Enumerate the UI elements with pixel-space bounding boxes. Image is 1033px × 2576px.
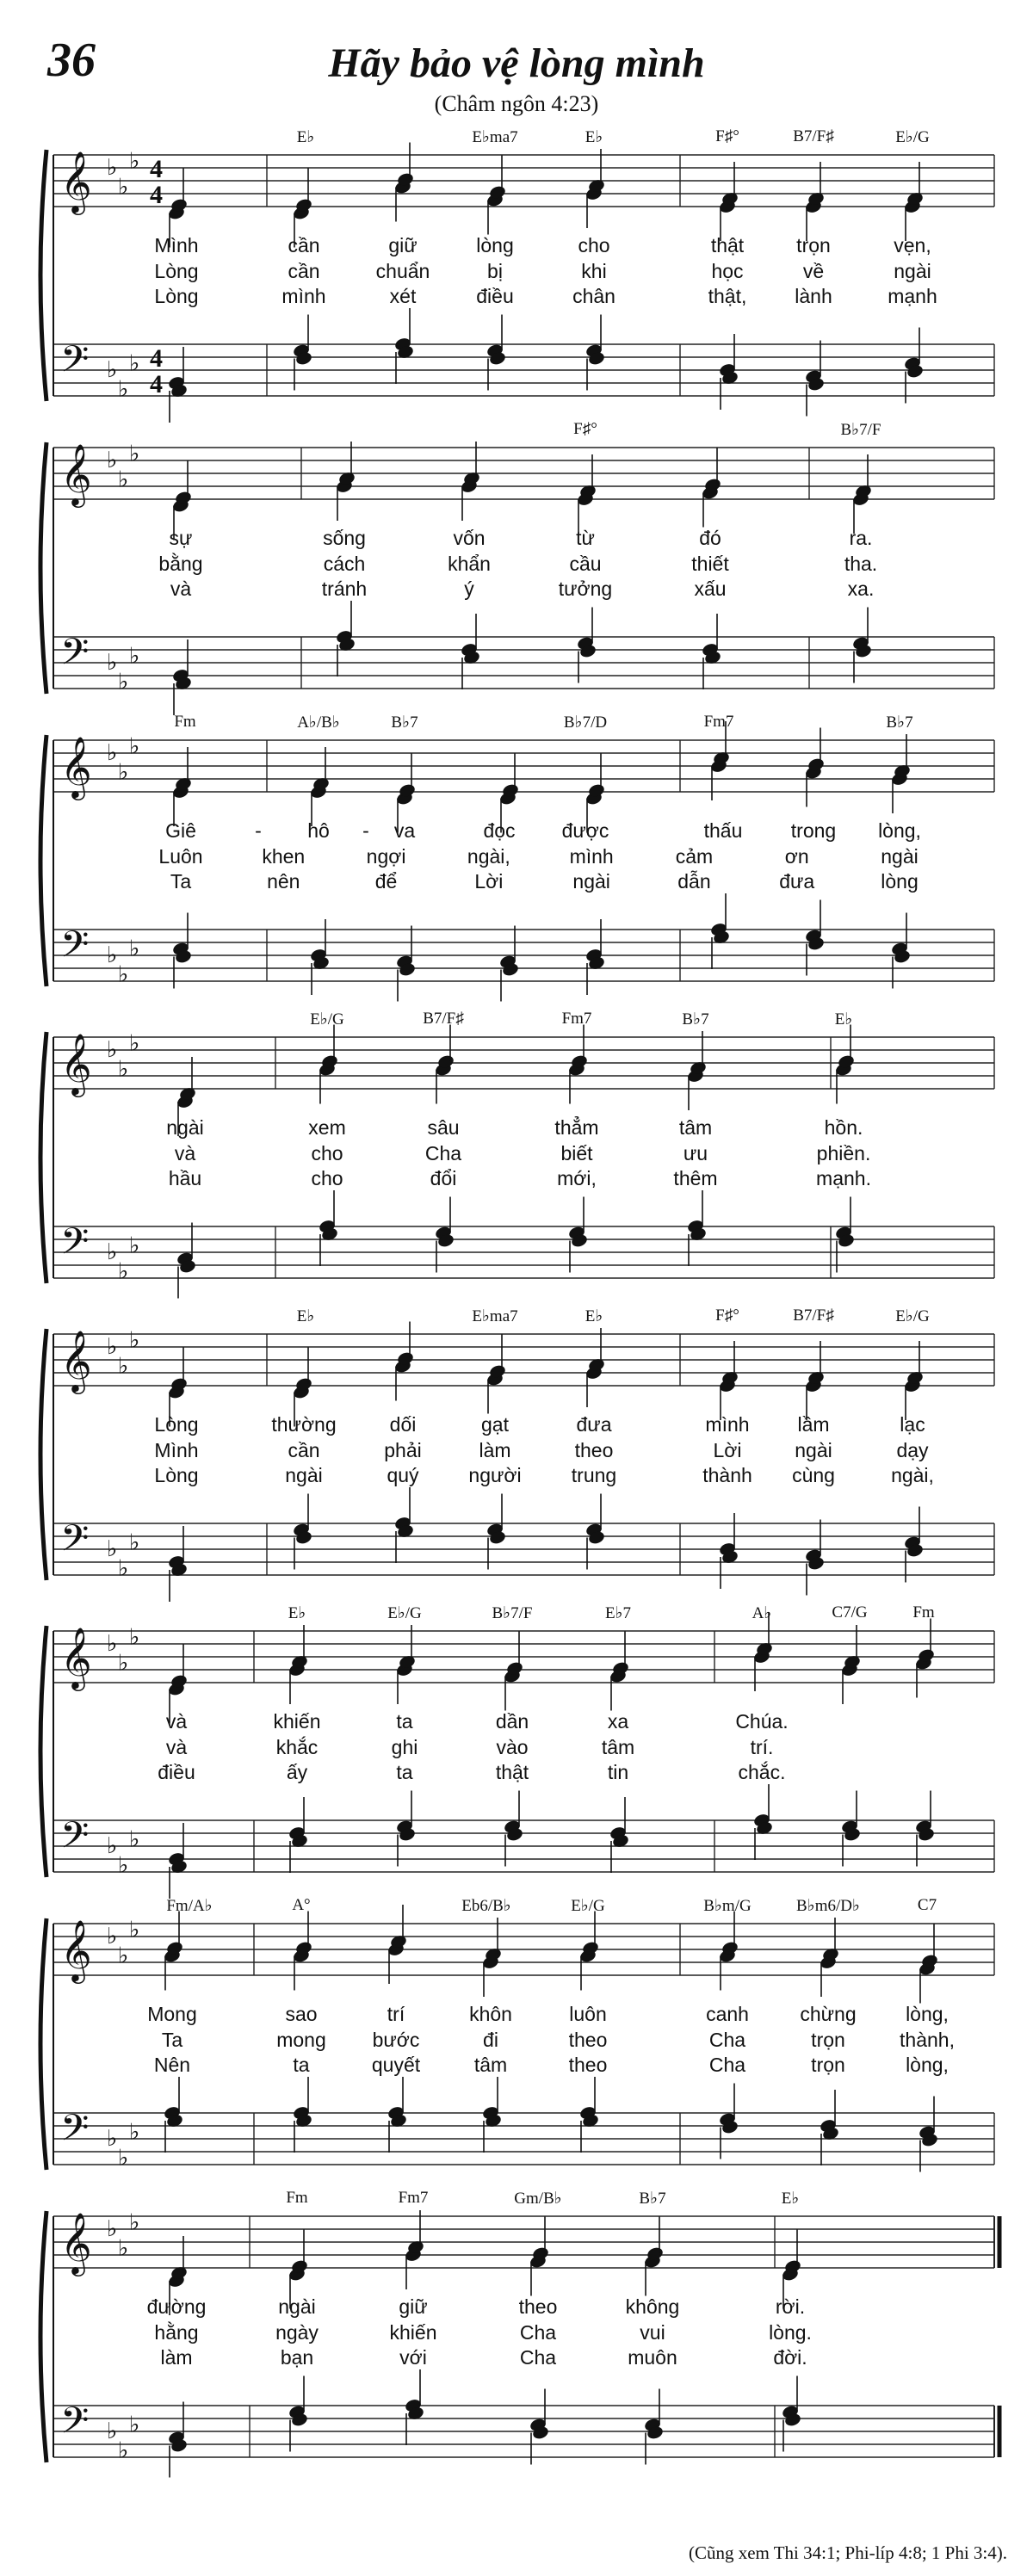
svg-text:♭: ♭ [118, 1555, 129, 1581]
chord-symbol: E♭ [781, 2190, 800, 2208]
svg-text:♭: ♭ [118, 1943, 129, 1968]
svg-text:𝄢: 𝄢 [60, 1814, 90, 1866]
lyric-syllable: xét [389, 285, 417, 307]
lyric-syllable: về [802, 260, 825, 282]
lyric-syllable: bị [487, 260, 503, 282]
lyric-syllable: theo [568, 2054, 608, 2076]
chord-symbol: E♭ [296, 1307, 315, 1325]
chord-symbol: Fm7 [398, 2189, 429, 2207]
lyric-syllable: đưa [576, 1413, 612, 1436]
lyric-syllable: ta [293, 2054, 310, 2076]
chord-symbol: B♭7/D [563, 713, 608, 732]
lyric-syllable: khen [262, 845, 306, 868]
chord-symbol: E♭ma7 [472, 1307, 518, 1325]
lyric-syllable: mạnh [888, 285, 937, 307]
lyric-syllable: Nên [153, 2054, 191, 2076]
lyric-syllable: lòng, [906, 2003, 949, 2025]
lyric-syllable: điều [476, 285, 514, 307]
svg-text:𝄞: 𝄞 [60, 1626, 92, 1689]
lyric-syllable: thành, [900, 2029, 955, 2051]
lyric-syllable: dần [495, 1710, 529, 1733]
svg-text:♭: ♭ [129, 1529, 140, 1555]
svg-text:♭: ♭ [129, 1232, 140, 1258]
lyric-syllable: cho [578, 234, 610, 256]
lyric-syllable: cho [311, 1142, 343, 1164]
chord-symbol: A♭ [752, 1604, 772, 1622]
svg-text:♭: ♭ [107, 448, 118, 473]
lyric-syllable: khôn [469, 2003, 512, 2025]
lyric-syllable: theo [518, 2295, 558, 2318]
hymn-title: Hãy bảo vệ lòng mình [328, 40, 705, 86]
chord-symbol: B7/F♯ [423, 1010, 464, 1028]
chord-symbol: E♭ma7 [472, 128, 518, 146]
svg-text:♭: ♭ [129, 441, 140, 466]
chord-symbol: F♯° [715, 127, 739, 145]
lyric-syllable: ngài [166, 1116, 204, 1139]
chord-symbol: B♭7/F [840, 421, 881, 439]
svg-text:♭: ♭ [129, 2119, 140, 2145]
staff-lines [0, 1898, 1033, 2199]
lyric-syllable: ngài [278, 2295, 316, 2318]
lyric-syllable: được [561, 819, 609, 842]
lyric-syllable: tâm [601, 1736, 635, 1758]
lyric-syllable: từ [576, 527, 595, 549]
svg-text:𝄞: 𝄞 [60, 2211, 92, 2274]
lyric-syllable: trọn [811, 2029, 845, 2051]
lyric-syllable: Giê [165, 819, 196, 842]
svg-text:♭: ♭ [118, 376, 129, 402]
chord-symbol: B♭7 [391, 713, 418, 732]
lyric-syllable: khiến [389, 2321, 437, 2344]
lyric-syllable: giữ [388, 234, 418, 256]
lyric-syllable: mạnh. [816, 1167, 871, 1189]
chord-symbol: Gm/B♭ [514, 2190, 562, 2208]
lyric-syllable: chuẩn [375, 260, 430, 282]
lyric-syllable: ưu [683, 1142, 708, 1164]
lyric-syllable: mình [569, 845, 614, 868]
lyric-syllable: ý [464, 578, 474, 600]
svg-text:♭: ♭ [107, 1037, 118, 1062]
lyric-syllable: sao [285, 2003, 318, 2025]
lyric-syllable: ghi [391, 1736, 418, 1758]
svg-text:♭: ♭ [129, 2412, 140, 2437]
svg-text:♭: ♭ [118, 2145, 129, 2171]
lyric-syllable: dối [389, 1413, 417, 1436]
lyric-syllable: trí. [750, 1736, 774, 1758]
lyric-syllable: nên [267, 870, 300, 893]
lyric-syllable: quyết [371, 2054, 421, 2076]
svg-text:♭: ♭ [118, 1650, 129, 1676]
svg-text:♭: ♭ [107, 740, 118, 765]
svg-text:𝄢: 𝄢 [60, 631, 90, 683]
lyric-syllable: cảm [675, 845, 714, 868]
svg-text:𝄢: 𝄢 [60, 2107, 90, 2159]
chord-symbol: B♭7/F [492, 1604, 533, 1622]
lyric-syllable: Lời [474, 870, 504, 893]
chord-symbol: Eb6/B♭ [461, 1897, 511, 1915]
chord-symbol: E♭ [288, 1604, 306, 1622]
lyric-syllable: khi [581, 260, 607, 282]
lyric-syllable: ngợi [366, 845, 406, 868]
lyric-syllable: sâu [427, 1116, 460, 1139]
lyric-syllable: lành [795, 285, 832, 307]
svg-text:♭: ♭ [118, 1258, 129, 1284]
chord-symbol: E♭/G [895, 128, 930, 146]
svg-text:𝄢: 𝄢 [60, 2400, 90, 2451]
lyric-syllable: ngài, [467, 845, 510, 868]
svg-text:♭: ♭ [107, 1833, 118, 1858]
lyric-syllable: theo [574, 1439, 614, 1461]
svg-text:𝄞: 𝄞 [60, 735, 92, 798]
lyric-syllable: thật, [708, 285, 747, 307]
svg-text:♭: ♭ [129, 2209, 140, 2235]
lyric-syllable: thêm [673, 1167, 718, 1189]
lyric-syllable: ngài [795, 1439, 832, 1461]
lyric-syllable: xa. [847, 578, 875, 600]
lyric-syllable: trọn [811, 2054, 845, 2076]
svg-text:𝄞: 𝄞 [60, 442, 92, 505]
lyric-syllable: phải [384, 1439, 422, 1461]
svg-text:♭: ♭ [107, 1239, 118, 1264]
lyric-syllable: sự [169, 527, 193, 549]
lyric-syllable: trung [571, 1464, 617, 1486]
music-system [0, 1308, 1033, 1609]
lyric-syllable: xem [308, 1116, 346, 1139]
lyric-syllable: mới, [557, 1167, 597, 1189]
lyric-syllable: giữ [399, 2295, 428, 2318]
lyric-syllable: Lòng [154, 260, 199, 282]
lyric-syllable: xấu [694, 578, 727, 600]
lyric-syllable: Ta [170, 870, 192, 893]
chord-symbol: A♭/B♭ [297, 713, 340, 732]
lyric-syllable: bạn [280, 2346, 314, 2369]
lyric-syllable: và [174, 1142, 196, 1164]
lyric-syllable: bằng [158, 553, 203, 575]
svg-text:♭: ♭ [129, 1327, 140, 1353]
chord-symbol: E♭ [834, 1010, 853, 1029]
lyric-syllable: trong [790, 819, 837, 842]
lyric-syllable: ngài [881, 845, 919, 868]
lyric-syllable: Ta [161, 2029, 183, 2051]
svg-text:♭: ♭ [129, 1030, 140, 1056]
lyric-syllable: Mình [154, 1439, 199, 1461]
lyric-syllable: đọc [483, 819, 516, 842]
lyric-syllable: vui [640, 2321, 665, 2344]
lyric-syllable: không [625, 2295, 680, 2318]
chord-symbol: B♭7 [682, 1010, 709, 1029]
lyric-syllable: vốn [453, 527, 486, 549]
svg-text:♭: ♭ [107, 1334, 118, 1359]
lyric-syllable: cần [288, 234, 320, 256]
chord-symbol: B7/F♯ [793, 127, 834, 145]
lyric-syllable: - [362, 819, 369, 842]
lyric-syllable: cần [288, 260, 320, 282]
chord-symbol: C7/G [832, 1603, 868, 1622]
lyric-syllable: làm [479, 1439, 511, 1461]
lyric-syllable: phiền. [816, 1142, 871, 1164]
staff-lines [0, 1011, 1033, 1313]
chord-symbol: E♭/G [310, 1010, 344, 1029]
lyric-syllable: Cha [424, 1142, 462, 1164]
svg-text:4: 4 [150, 181, 163, 209]
svg-text:♭: ♭ [107, 1536, 118, 1561]
svg-text:♭: ♭ [107, 2418, 118, 2443]
lyric-syllable: luôn [569, 2003, 607, 2025]
svg-text:♭: ♭ [107, 650, 118, 675]
lyric-syllable: tha. [844, 553, 878, 575]
lyric-syllable: ra. [849, 527, 873, 549]
svg-text:𝄞: 𝄞 [60, 1329, 92, 1392]
svg-text:♭: ♭ [107, 2126, 118, 2151]
lyric-syllable: thẳm [554, 1116, 599, 1139]
chord-symbol: E♭/G [387, 1604, 422, 1622]
svg-text:♭: ♭ [129, 350, 140, 376]
lyric-syllable: thật [710, 234, 745, 256]
lyric-syllable: Lời [713, 1439, 742, 1461]
chord-symbol: E♭/G [895, 1307, 930, 1325]
svg-text:♭: ♭ [129, 936, 140, 961]
lyric-syllable: vẹn, [894, 234, 931, 256]
music-system [0, 1011, 1033, 1313]
lyric-syllable: tưởng [558, 578, 613, 600]
lyric-syllable: lòng [476, 234, 514, 256]
hymn-number: 36 [47, 34, 96, 87]
chord-symbol: C7 [917, 1896, 937, 1914]
svg-text:𝄞: 𝄞 [60, 1032, 92, 1095]
lyric-syllable: cùng [792, 1464, 835, 1486]
lyric-syllable: cho [311, 1167, 343, 1189]
lyric-syllable: ngày [275, 2321, 319, 2344]
chord-symbol: Fm7 [561, 1010, 592, 1028]
chord-symbol: E♭7 [604, 1604, 632, 1622]
lyric-syllable: Cha [708, 2029, 746, 2051]
lyric-syllable: sống [323, 527, 366, 549]
lyric-syllable: Mong [147, 2003, 197, 2025]
lyric-syllable: trí [387, 2003, 405, 2025]
svg-text:♭: ♭ [118, 466, 129, 492]
lyric-syllable: cần [288, 1439, 320, 1461]
svg-text:♭: ♭ [118, 961, 129, 987]
lyric-syllable: mong [276, 2029, 326, 2051]
lyric-syllable: Mình [154, 234, 199, 256]
lyric-syllable: Chúa. [735, 1710, 789, 1733]
lyric-syllable: vào [496, 1736, 529, 1758]
lyric-syllable: muôn [628, 2346, 677, 2369]
lyric-syllable: gạt [481, 1413, 509, 1436]
lyric-syllable: rời. [775, 2295, 806, 2318]
svg-text:♭: ♭ [118, 759, 129, 785]
svg-text:𝄢: 𝄢 [60, 924, 90, 975]
lyric-syllable: lòng, [878, 819, 921, 842]
lyric-syllable: tâm [473, 2054, 508, 2076]
lyric-syllable: thấu [703, 819, 743, 842]
lyric-syllable: hầu [168, 1167, 202, 1189]
chord-symbol: Fm [174, 713, 196, 731]
chord-symbol: E♭ [585, 128, 603, 146]
svg-text:♭: ♭ [118, 1852, 129, 1878]
lyric-syllable: người [468, 1464, 522, 1486]
lyric-syllable: Cha [519, 2346, 557, 2369]
svg-text:𝄢: 𝄢 [60, 1220, 90, 1272]
lyric-syllable: khẩn [448, 553, 491, 575]
lyric-syllable: Lòng [154, 1464, 199, 1486]
lyric-syllable: dạy [896, 1439, 929, 1461]
svg-text:𝄢: 𝄢 [60, 1517, 90, 1569]
chord-symbol: B7/F♯ [793, 1307, 834, 1325]
lyric-syllable: chân [572, 285, 615, 307]
svg-text:♭: ♭ [118, 669, 129, 695]
lyric-syllable: đời. [773, 2346, 807, 2369]
lyric-syllable: lòng, [906, 2054, 949, 2076]
svg-text:♭: ♭ [107, 155, 118, 180]
music-system [0, 1898, 1033, 2199]
lyric-syllable: đổi [430, 1167, 457, 1189]
lyric-syllable: đi [483, 2029, 498, 2051]
svg-text:♭: ♭ [129, 733, 140, 759]
lyric-syllable: tránh [321, 578, 368, 600]
lyric-syllable: lòng. [769, 2321, 812, 2344]
svg-text:𝄞: 𝄞 [60, 1918, 92, 1981]
svg-text:𝄞: 𝄞 [60, 150, 92, 213]
chord-symbol: Fm [912, 1603, 935, 1622]
chord-symbol: E♭/G [571, 1897, 605, 1915]
lyric-syllable: Cha [708, 2054, 746, 2076]
lyric-syllable: học [711, 260, 744, 282]
lyric-syllable: thành [702, 1464, 752, 1486]
lyric-syllable: để [374, 870, 398, 893]
lyric-syllable: theo [568, 2029, 608, 2051]
chord-symbol: B♭7 [639, 2190, 666, 2208]
lyric-syllable: Cha [519, 2321, 557, 2344]
chord-symbol: E♭ [296, 128, 315, 146]
chord-symbol: F♯° [715, 1307, 739, 1325]
lyric-syllable: điều [158, 1761, 195, 1783]
chord-symbol: E♭ [585, 1307, 603, 1325]
lyric-syllable: đường [146, 2295, 207, 2318]
lyric-syllable: ngài [285, 1464, 323, 1486]
lyric-syllable: lòng [881, 870, 919, 893]
staff-lines [0, 422, 1033, 723]
lyric-syllable: hằng [154, 2321, 199, 2344]
lyric-syllable: ta [396, 1710, 413, 1733]
lyric-syllable: quý [387, 1464, 419, 1486]
svg-text:♭: ♭ [129, 1917, 140, 1943]
lyric-syllable: Lòng [154, 1413, 199, 1436]
svg-text:♭: ♭ [107, 1631, 118, 1656]
lyric-syllable: biết [560, 1142, 593, 1164]
lyric-syllable: chắc. [738, 1761, 786, 1783]
svg-text:♭: ♭ [118, 174, 129, 200]
lyric-syllable: cầu [569, 553, 602, 575]
lyric-syllable: hô [307, 819, 330, 842]
lyric-syllable: dẫn [677, 870, 711, 893]
lyric-syllable: ngài [572, 870, 610, 893]
chord-symbol: Fm/A♭ [166, 1897, 213, 1915]
svg-text:♭: ♭ [107, 942, 118, 967]
lyric-syllable: thiết [691, 553, 729, 575]
chord-symbol: B♭m/G [703, 1897, 752, 1915]
lyric-syllable: va [393, 819, 416, 842]
svg-text:♭: ♭ [118, 2437, 129, 2463]
lyric-syllable: khiến [273, 1710, 321, 1733]
svg-text:♭: ♭ [107, 2216, 118, 2241]
lyric-syllable: khắc [275, 1736, 319, 1758]
lyric-syllable: thật [495, 1761, 529, 1783]
chord-symbol: A° [292, 1896, 311, 1914]
chord-symbol: B♭7 [886, 713, 913, 732]
svg-text:♭: ♭ [129, 643, 140, 669]
lyric-syllable: và [170, 578, 192, 600]
lyric-syllable: lầm [797, 1413, 830, 1436]
music-system [0, 714, 1033, 1016]
svg-text:♭: ♭ [107, 1924, 118, 1949]
music-system [0, 2190, 1033, 2492]
svg-text:4: 4 [150, 344, 163, 373]
lyric-syllable: tâm [678, 1116, 713, 1139]
lyric-syllable: - [255, 819, 262, 842]
lyric-syllable: trọn [796, 234, 831, 256]
lyric-syllable: đó [699, 527, 721, 549]
chord-symbol: Fm7 [703, 713, 734, 731]
svg-text:♭: ♭ [129, 1624, 140, 1650]
lyric-syllable: thường [271, 1413, 337, 1436]
chord-symbol: Fm [286, 2189, 308, 2207]
lyric-syllable: Luôn [158, 845, 203, 868]
lyric-syllable: tin [607, 1761, 629, 1783]
lyric-syllable: bước [372, 2029, 420, 2051]
lyric-syllable: và [165, 1736, 188, 1758]
lyric-syllable: mình [281, 285, 326, 307]
lyric-syllable: lạc [900, 1413, 925, 1436]
svg-text:♭: ♭ [118, 1056, 129, 1082]
music-system [0, 129, 1033, 430]
svg-text:♭: ♭ [129, 148, 140, 174]
lyric-syllable: với [399, 2346, 427, 2369]
svg-text:4: 4 [150, 155, 163, 183]
lyric-syllable: canh [706, 2003, 749, 2025]
svg-text:♭: ♭ [118, 1353, 129, 1379]
lyric-syllable: cách [323, 553, 366, 575]
music-system [0, 1605, 1033, 1906]
lyric-syllable: đưa [779, 870, 815, 893]
svg-text:♭: ♭ [129, 1826, 140, 1852]
lyric-syllable: xa [607, 1710, 629, 1733]
lyric-syllable: làm [160, 2346, 193, 2369]
svg-text:♭: ♭ [118, 2235, 129, 2261]
lyric-syllable: Lòng [154, 285, 199, 307]
music-system [0, 422, 1033, 723]
lyric-syllable: ngài, [891, 1464, 934, 1486]
staff-lines [0, 714, 1033, 1016]
lyric-syllable: và [165, 1710, 188, 1733]
lyric-syllable: chừng [800, 2003, 857, 2025]
lyric-syllable: ta [396, 1761, 413, 1783]
lyric-syllable: ấy [286, 1761, 308, 1783]
lyric-syllable: mình [705, 1413, 750, 1436]
lyric-syllable: ngài [894, 260, 931, 282]
lyric-syllable: ơn [784, 845, 809, 868]
scripture-reference: (Châm ngôn 4:23) [434, 91, 599, 116]
svg-text:♭: ♭ [107, 357, 118, 382]
chord-symbol: B♭m6/D♭ [796, 1897, 860, 1915]
lyric-syllable: hồn. [824, 1116, 863, 1139]
footnote: (Cũng xem Thi 34:1; Phi-líp 4:8; 1 Phi 3:4). [688, 2542, 1007, 2563]
svg-text:𝄢: 𝄢 [60, 338, 90, 390]
chord-symbol: F♯° [573, 420, 597, 438]
svg-text:4: 4 [150, 370, 163, 398]
